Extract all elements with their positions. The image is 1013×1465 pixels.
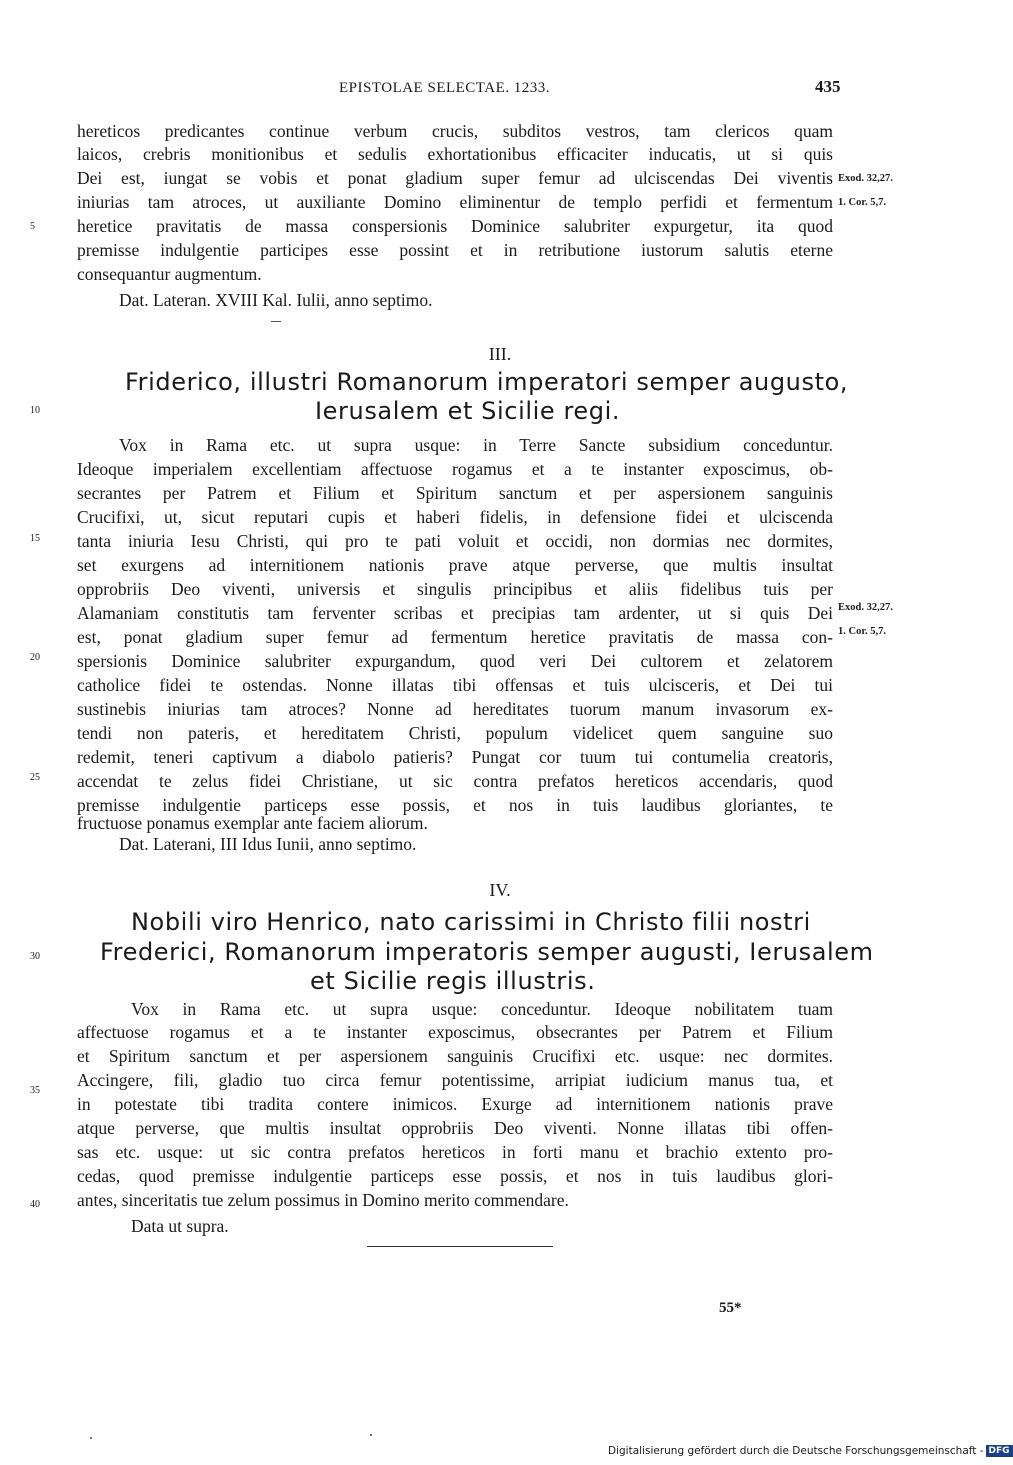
text-line: laicos, crebris monitionibus et sedulis exhortationibus efficaciter inducatis, ut si quis bbox=[77, 144, 833, 164]
dfg-logo: DFG bbox=[986, 1445, 1013, 1457]
text-line: Crucifixi, ut, sicut reputari cupis et haberi fidelis, in defensione fidei et ulciscenda bbox=[77, 507, 833, 527]
text-line: antes, sinceritatis tue zelum possimus in Domino merito commendare. bbox=[77, 1190, 569, 1210]
margin-reference: Exod. 32,27. bbox=[838, 173, 893, 184]
footer-text: Digitalisierung gefördert durch die Deutsche Forschungsgemeinschaft - bbox=[608, 1445, 984, 1457]
text-line: premisse indulgentie participes esse possint et in retributione iustorum salutis eterne bbox=[77, 240, 833, 260]
section-numeral: IV. bbox=[489, 880, 511, 900]
letter-address: Nobili viro Henrico, nato carissimi in Christo filii nostri bbox=[131, 908, 811, 936]
letter-address: Frederici, Romanorum imperatoris semper augusti, Ierusalem bbox=[100, 938, 874, 966]
text-line: premisse indulgentie particeps esse possis, et nos in tuis laudibus gloriantes, te bbox=[77, 795, 833, 815]
text-line: atque perverse, que multis insultat opprobriis Deo viventi. Nonne illatas tibi offen- bbox=[77, 1118, 833, 1138]
text-line: cedas, quod premisse indulgentie particeps esse possis, et nos in tuis laudibus glori- bbox=[77, 1166, 833, 1186]
scan-speck bbox=[90, 1437, 92, 1439]
footer bbox=[608, 1445, 1013, 1457]
text-line: sas etc. usque: ut sic contra prefatos hereticos in forti manu et brachio extento pro- bbox=[77, 1142, 833, 1162]
text-line: Vox in Rama etc. ut supra usque: in Terre Sancte subsidium conceduntur. bbox=[119, 435, 833, 455]
scan-speck bbox=[370, 1434, 372, 1436]
section-numeral: III. bbox=[488, 344, 512, 364]
letter-address: Ierusalem et Sicilie regi. bbox=[315, 397, 621, 425]
end-rule bbox=[367, 1246, 553, 1247]
line-number: 15 bbox=[30, 533, 40, 544]
text-line: tendi non pateris, et hereditatem Christi, populum videlicet quem sanguine suo bbox=[77, 723, 833, 743]
text-line: tanta iniuria Iesu Christi, qui pro te pati voluit et occidi, non dormias nec dormites, bbox=[77, 531, 833, 551]
line-number: 30 bbox=[30, 951, 40, 962]
text-line: et Spiritum sanctum et per aspersionem sanguinis Crucifixi etc. usque: nec dormites. bbox=[77, 1046, 833, 1066]
text-line: accendat te zelus fidei Christiane, ut sic contra prefatos hereticos accendaris, quod bbox=[77, 771, 833, 791]
text-line: spersionis Dominice salubriter expurgandum, quod veri Dei cultorem et zelatorem bbox=[77, 651, 833, 671]
line-number: 10 bbox=[30, 405, 40, 416]
dateline: Data ut supra. bbox=[131, 1216, 229, 1236]
short-dash bbox=[271, 321, 281, 322]
text-line: opprobriis Deo viventi, universis et singulis principibus et aliis fidelibus tuis per bbox=[77, 579, 833, 599]
text-line: Accingere, fili, gladio tuo circa femur potentissime, arripiat iudicium manus tua, et bbox=[77, 1070, 833, 1090]
margin-reference: Exod. 32,27. bbox=[838, 602, 893, 613]
text-line: affectuose rogamus et a te instanter exposcimus, obsecrantes per Patrem et Filium bbox=[77, 1022, 833, 1042]
text-line: Dei est, iungat se vobis et ponat gladium super femur ad ulciscendas Dei viventis bbox=[77, 168, 833, 188]
letter-address: et Sicilie regis illustris. bbox=[310, 967, 596, 995]
dateline: Dat. Lateran. XVIII Kal. Iulii, anno septimo. bbox=[119, 290, 433, 310]
margin-reference: 1. Cor. 5,7. bbox=[838, 197, 887, 208]
signature-mark: 55* bbox=[719, 1300, 742, 1316]
text-line: catholice fidei te ostendas. Nonne illatas tibi offensas et tuis ulcisceris, et Dei tui bbox=[77, 675, 833, 695]
text-line: in potestate tibi tradita contere inimicos. Exurge ad internitionem nationis prave bbox=[77, 1094, 833, 1114]
page-number: 435 bbox=[815, 77, 841, 96]
line-number: 40 bbox=[30, 1199, 40, 1210]
text-line: fructuose ponamus exemplar ante faciem aliorum. bbox=[77, 813, 428, 833]
dateline: Dat. Laterani, III Idus Iunii, anno septimo. bbox=[119, 834, 417, 854]
margin-reference: 1. Cor. 5,7. bbox=[838, 626, 887, 637]
text-line: heretice pravitatis de massa conspersionis Dominice salubriter expurgetur, ita quod bbox=[77, 216, 833, 236]
text-line: set exurgens ad internitionem nationis prave atque perverse, que multis insultat bbox=[77, 555, 833, 575]
line-number: 20 bbox=[30, 652, 40, 663]
line-number: 5 bbox=[30, 221, 35, 232]
letter-address: Friderico, illustri Romanorum imperatori semper augusto, bbox=[125, 368, 849, 396]
text-line: Ideoque imperialem excellentiam affectuose rogamus et a te instanter exposcimus, ob- bbox=[77, 459, 833, 479]
line-number: 25 bbox=[30, 772, 40, 783]
running-title: EPISTOLAE SELECTAE. 1233. bbox=[339, 80, 551, 96]
text-line: est, ponat gladium super femur ad fermentum heretice pravitatis de massa con- bbox=[77, 627, 833, 647]
text-line: secrantes per Patrem et Filium et Spiritum sanctum et per aspersionem sanguinis bbox=[77, 483, 833, 503]
text-line: Alamaniam constitutis tam ferventer scribas et precipias tam ardenter, ut si quis Dei bbox=[77, 603, 833, 623]
text-line: hereticos predicantes continue verbum crucis, subditos vestros, tam clericos quam bbox=[77, 121, 833, 141]
text-line: Vox in Rama etc. ut supra usque: conceduntur. Ideoque nobilitatem tuam bbox=[131, 999, 833, 1019]
line-number: 35 bbox=[30, 1085, 40, 1096]
text-line: iniurias tam atroces, ut auxiliante Domino eliminentur de templo perfidi et fermentum bbox=[77, 192, 833, 212]
text-line: sustinebis iniurias tam atroces? Nonne ad hereditates tuorum manum invasorum ex- bbox=[77, 699, 833, 719]
text-line: redemit, teneri captivum a diabolo patieris? Pungat cor tuum tui contumelia creatoris, bbox=[77, 747, 833, 767]
text-line: consequantur augmentum. bbox=[77, 264, 262, 284]
